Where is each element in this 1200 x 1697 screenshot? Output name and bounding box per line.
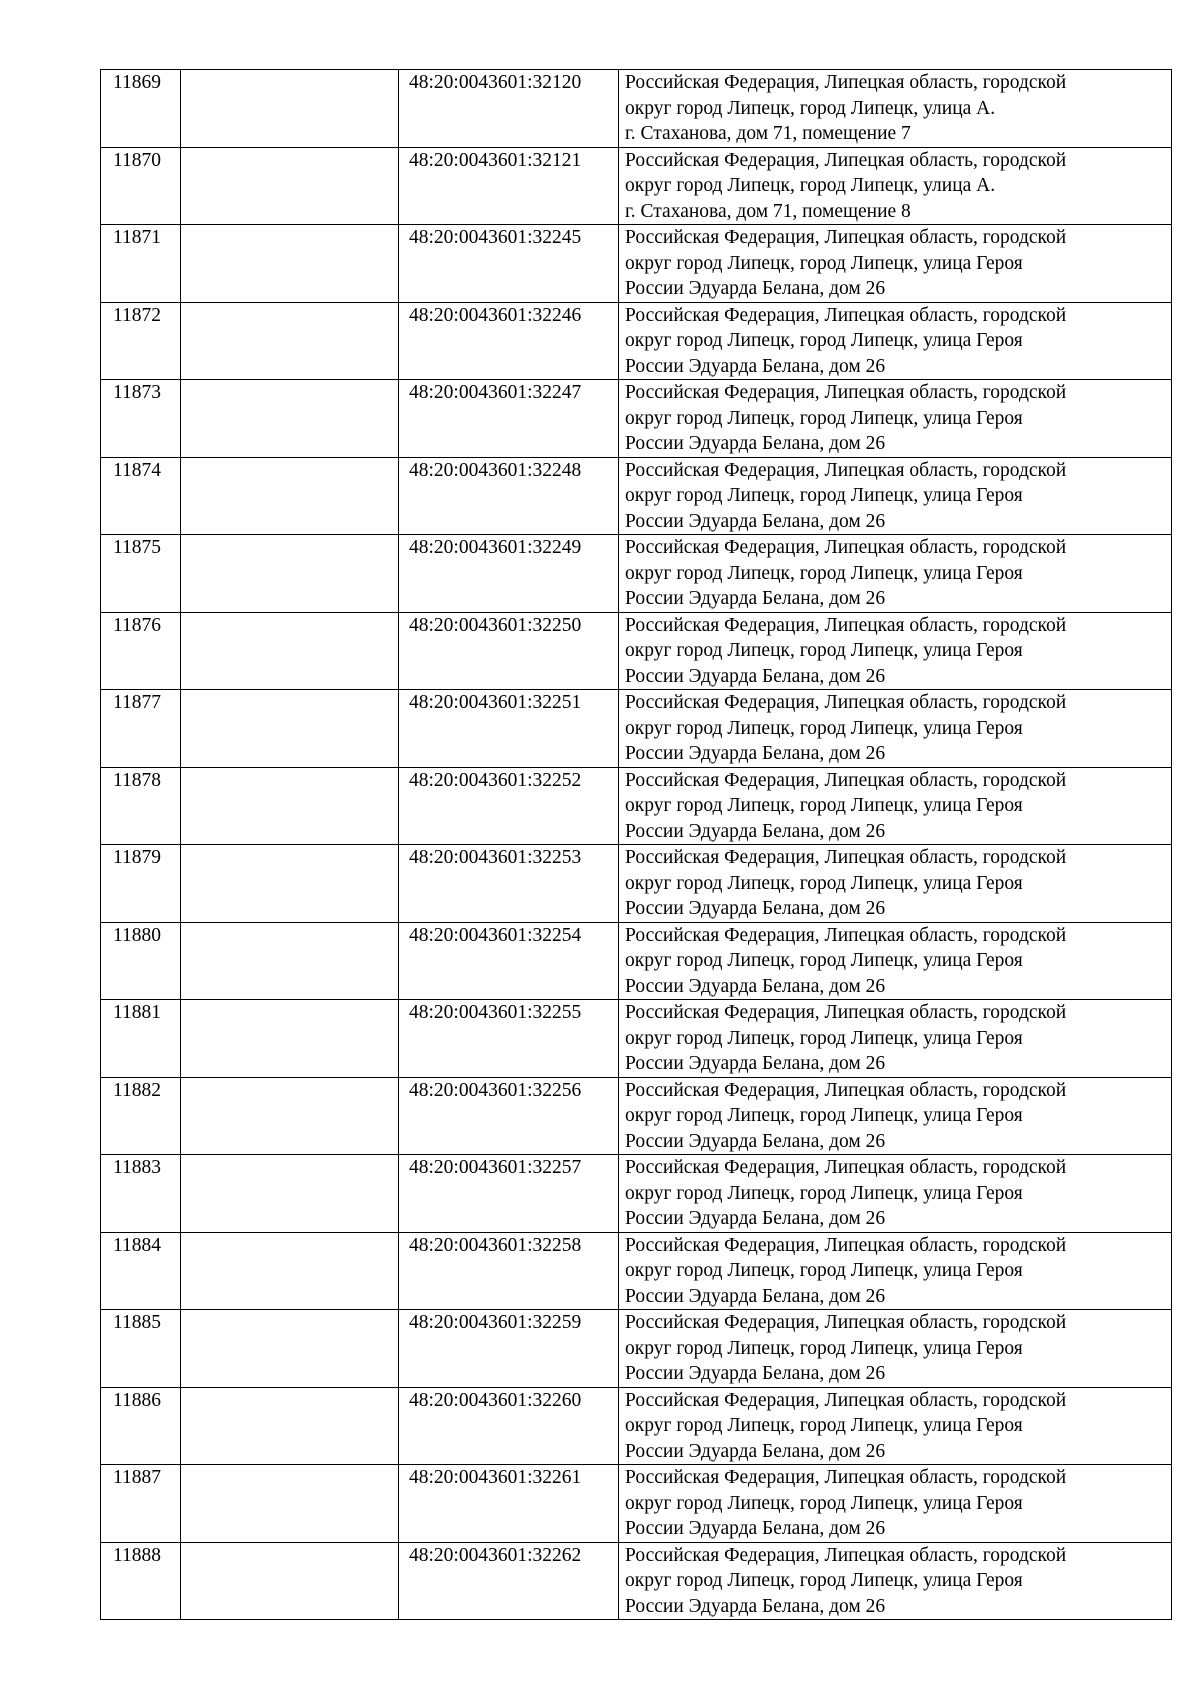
table-row: [101, 225, 1172, 303]
row-number-cell: 11879: [101, 845, 181, 923]
row-number-cell: 11872: [101, 302, 181, 380]
address-line: округ город Липецк, город Липецк, улица А.: [625, 97, 996, 119]
table-row: [101, 1542, 1172, 1620]
empty-cell: [181, 302, 399, 380]
address-line: округ город Липецк, город Липецк, улица Героя: [625, 1415, 1023, 1436]
cadastral-number-cell: 48:20:0043601:32262: [399, 1542, 619, 1620]
address-line: России Эдуарда Белана, дом 26: [625, 665, 886, 687]
address-cell: [619, 612, 1172, 690]
address-line: Российская Федерация, Липецкая область, городской: [625, 304, 1067, 326]
address-cell: [619, 225, 1172, 303]
address-cell: [619, 302, 1172, 380]
cadastral-number-cell: 48:20:0043601:32120: [399, 70, 619, 148]
row-number-cell: 11880: [101, 922, 181, 1000]
table-row: [101, 302, 1172, 380]
table-row: [101, 1465, 1172, 1543]
address-line: России Эдуарда Белана, дом 26: [625, 975, 886, 997]
cadastral-number-cell: 48:20:0043601:32258: [399, 1232, 619, 1310]
table-row: [101, 767, 1172, 845]
address-cell: [619, 1310, 1172, 1388]
row-number-cell: 11875: [101, 535, 181, 613]
address-cell: [619, 690, 1172, 768]
address-line: округ город Липецк, город Липецк, улица Героя: [625, 1570, 1023, 1591]
address-line: России Эдуарда Белана, дом 26: [625, 1363, 886, 1384]
address-cell: [619, 1232, 1172, 1310]
address-line: Российская Федерация, Липецкая область, городской: [625, 1157, 1067, 1178]
address-line: округ город Липецк, город Липецк, улица Героя: [625, 717, 1023, 739]
address-cell: [619, 1155, 1172, 1233]
table-row: [101, 1232, 1172, 1310]
address-cell: [619, 1000, 1172, 1078]
cadastral-number-cell: 48:20:0043601:32121: [399, 147, 619, 225]
table-row: [101, 845, 1172, 923]
table-row: [101, 612, 1172, 690]
empty-cell: [181, 1000, 399, 1078]
cadastral-number-cell: 48:20:0043601:32248: [399, 457, 619, 535]
table-row: [101, 1155, 1172, 1233]
address-line: округ город Липецк, город Липецк, улица Героя: [625, 640, 1023, 661]
table-row: [101, 1077, 1172, 1155]
cadastral-number-cell: 48:20:0043601:32252: [399, 767, 619, 845]
address-line: округ город Липецк, город Липецк, улица Героя: [625, 1337, 1023, 1359]
registry-table-body: [101, 70, 1172, 1620]
row-number-cell: 11888: [101, 1542, 181, 1620]
address-line: России Эдуарда Белана, дом 26: [625, 1285, 886, 1307]
address-line: России Эдуарда Белана, дом 26: [625, 1518, 886, 1539]
row-number-cell: 11878: [101, 767, 181, 845]
address-line: округ город Липецк, город Липецк, улица Героя: [625, 1027, 1023, 1049]
row-number-cell: 11869: [101, 70, 181, 148]
address-line: России Эдуарда Белана, дом 26: [625, 433, 886, 454]
address-line: округ город Липецк, город Липецк, улица Героя: [625, 1105, 1023, 1126]
row-number-cell: 11887: [101, 1465, 181, 1543]
address-line: России Эдуарда Белана, дом 26: [625, 1440, 886, 1462]
cadastral-number-cell: 48:20:0043601:32260: [399, 1387, 619, 1465]
address-line: России Эдуарда Белана, дом 26: [625, 743, 886, 764]
row-number-cell: 11871: [101, 225, 181, 303]
table-row: [101, 1387, 1172, 1465]
cadastral-number-cell: 48:20:0043601:32250: [399, 612, 619, 690]
row-number-cell: 11881: [101, 1000, 181, 1078]
address-line: России Эдуарда Белана, дом 26: [625, 898, 886, 919]
address-line: округ город Липецк, город Липецк, улица Героя: [625, 872, 1023, 894]
row-number-cell: 11873: [101, 380, 181, 458]
address-line: Российская Федерация, Липецкая область, городской: [625, 149, 1067, 171]
address-line: округ город Липецк, город Липецк, улица Героя: [625, 407, 1023, 429]
address-line: округ город Липецк, город Липецк, улица Героя: [625, 1260, 1023, 1281]
address-line: России Эдуарда Белана, дом 26: [625, 1595, 886, 1617]
address-line: Российская Федерация, Липецкая область, городской: [625, 1002, 1067, 1023]
address-line: округ город Липецк, город Липецк, улица Героя: [625, 795, 1023, 816]
table-row: [101, 690, 1172, 768]
address-line: Российская Федерация, Липецкая область, городской: [625, 692, 1067, 713]
row-number-cell: 11876: [101, 612, 181, 690]
address-line: России Эдуарда Белана, дом 26: [625, 278, 886, 299]
cadastral-number-cell: 48:20:0043601:32251: [399, 690, 619, 768]
address-cell: [619, 70, 1172, 148]
address-line: округ город Липецк, город Липецк, улица Героя: [625, 1492, 1023, 1514]
empty-cell: [181, 845, 399, 923]
address-line: Российская Федерация, Липецкая область, городской: [625, 72, 1067, 93]
address-cell: [619, 922, 1172, 1000]
cadastral-number-cell: 48:20:0043601:32256: [399, 1077, 619, 1155]
empty-cell: [181, 457, 399, 535]
empty-cell: [181, 225, 399, 303]
table-row: [101, 535, 1172, 613]
address-cell: [619, 1542, 1172, 1620]
table-row: [101, 380, 1172, 458]
address-line: округ город Липецк, город Липецк, улица Героя: [625, 1182, 1023, 1204]
address-line: Российская Федерация, Липецкая область, городской: [625, 459, 1067, 481]
address-line: Российская Федерация, Липецкая область, городской: [625, 614, 1067, 636]
empty-cell: [181, 70, 399, 148]
row-number-cell: 11874: [101, 457, 181, 535]
address-line: Российская Федерация, Липецкая область, городской: [625, 924, 1067, 946]
table-row: [101, 1310, 1172, 1388]
address-line: России Эдуарда Белана, дом 26: [625, 510, 886, 532]
empty-cell: [181, 767, 399, 845]
address-line: Российская Федерация, Липецкая область, городской: [625, 1234, 1067, 1256]
row-number-cell: 11885: [101, 1310, 181, 1388]
address-line: округ город Липецк, город Липецк, улица Героя: [625, 562, 1023, 584]
empty-cell: [181, 690, 399, 768]
address-cell: [619, 535, 1172, 613]
address-cell: [619, 1077, 1172, 1155]
address-line: Российская Федерация, Липецкая область, городской: [625, 1389, 1067, 1411]
row-number-cell: 11884: [101, 1232, 181, 1310]
row-number-cell: 11870: [101, 147, 181, 225]
empty-cell: [181, 1077, 399, 1155]
address-line: Российская Федерация, Липецкая область, городской: [625, 227, 1067, 248]
table-row: [101, 147, 1172, 225]
cadastral-number-cell: 48:20:0043601:32259: [399, 1310, 619, 1388]
address-line: России Эдуарда Белана, дом 26: [625, 1053, 886, 1074]
table-row: [101, 70, 1172, 148]
address-cell: [619, 457, 1172, 535]
empty-cell: [181, 1310, 399, 1388]
address-line: округ город Липецк, город Липецк, улица Героя: [625, 330, 1023, 351]
cadastral-number-cell: 48:20:0043601:32257: [399, 1155, 619, 1233]
cadastral-number-cell: 48:20:0043601:32253: [399, 845, 619, 923]
address-line: России Эдуарда Белана, дом 26: [625, 588, 886, 609]
address-line: Российская Федерация, Липецкая область, городской: [625, 1079, 1067, 1101]
address-line: Российская Федерация, Липецкая область, городской: [625, 1312, 1067, 1333]
row-number-cell: 11883: [101, 1155, 181, 1233]
empty-cell: [181, 1465, 399, 1543]
address-line: округ город Липецк, город Липецк, улица Героя: [625, 485, 1023, 506]
row-number-cell: 11877: [101, 690, 181, 768]
address-cell: [619, 147, 1172, 225]
address-cell: [619, 1387, 1172, 1465]
address-line: России Эдуарда Белана, дом 26: [625, 820, 886, 842]
empty-cell: [181, 922, 399, 1000]
empty-cell: [181, 612, 399, 690]
cadastral-number-cell: 48:20:0043601:32246: [399, 302, 619, 380]
cadastral-number-cell: 48:20:0043601:32247: [399, 380, 619, 458]
cadastral-number-cell: 48:20:0043601:32254: [399, 922, 619, 1000]
address-cell: [619, 380, 1172, 458]
cadastral-number-cell: 48:20:0043601:32245: [399, 225, 619, 303]
table-row: [101, 922, 1172, 1000]
registry-table: [100, 69, 1172, 1620]
address-line: России Эдуарда Белана, дом 26: [625, 1208, 886, 1229]
address-line: Российская Федерация, Липецкая область, городской: [625, 382, 1067, 403]
address-cell: [619, 845, 1172, 923]
table-row: [101, 1000, 1172, 1078]
row-number-cell: 11886: [101, 1387, 181, 1465]
address-cell: [619, 767, 1172, 845]
cadastral-number-cell: 48:20:0043601:32261: [399, 1465, 619, 1543]
cadastral-number-cell: 48:20:0043601:32249: [399, 535, 619, 613]
empty-cell: [181, 380, 399, 458]
row-number-cell: 11882: [101, 1077, 181, 1155]
address-line: округ город Липецк, город Липецк, улица Героя: [625, 252, 1023, 274]
address-line: Российская Федерация, Липецкая область, городской: [625, 769, 1067, 791]
address-line: Российская Федерация, Липецкая область, городской: [625, 847, 1067, 868]
empty-cell: [181, 1155, 399, 1233]
address-line: округ город Липецк, город Липецк, улица А.: [625, 175, 996, 196]
address-line: г. Стаханова, дом 71, помещение 8: [625, 200, 911, 222]
empty-cell: [181, 147, 399, 225]
address-cell: [619, 1465, 1172, 1543]
address-line: г. Стаханова, дом 71, помещение 7: [625, 123, 911, 144]
address-line: России Эдуарда Белана, дом 26: [625, 355, 886, 377]
table-row: [101, 457, 1172, 535]
address-line: Российская Федерация, Липецкая область, городской: [625, 1467, 1067, 1488]
address-line: России Эдуарда Белана, дом 26: [625, 1130, 886, 1152]
cadastral-number-cell: 48:20:0043601:32255: [399, 1000, 619, 1078]
empty-cell: [181, 535, 399, 613]
empty-cell: [181, 1232, 399, 1310]
address-line: округ город Липецк, город Липецк, улица Героя: [625, 950, 1023, 971]
empty-cell: [181, 1542, 399, 1620]
empty-cell: [181, 1387, 399, 1465]
address-line: Российская Федерация, Липецкая область, городской: [625, 1544, 1067, 1566]
address-line: Российская Федерация, Липецкая область, городской: [625, 537, 1067, 558]
